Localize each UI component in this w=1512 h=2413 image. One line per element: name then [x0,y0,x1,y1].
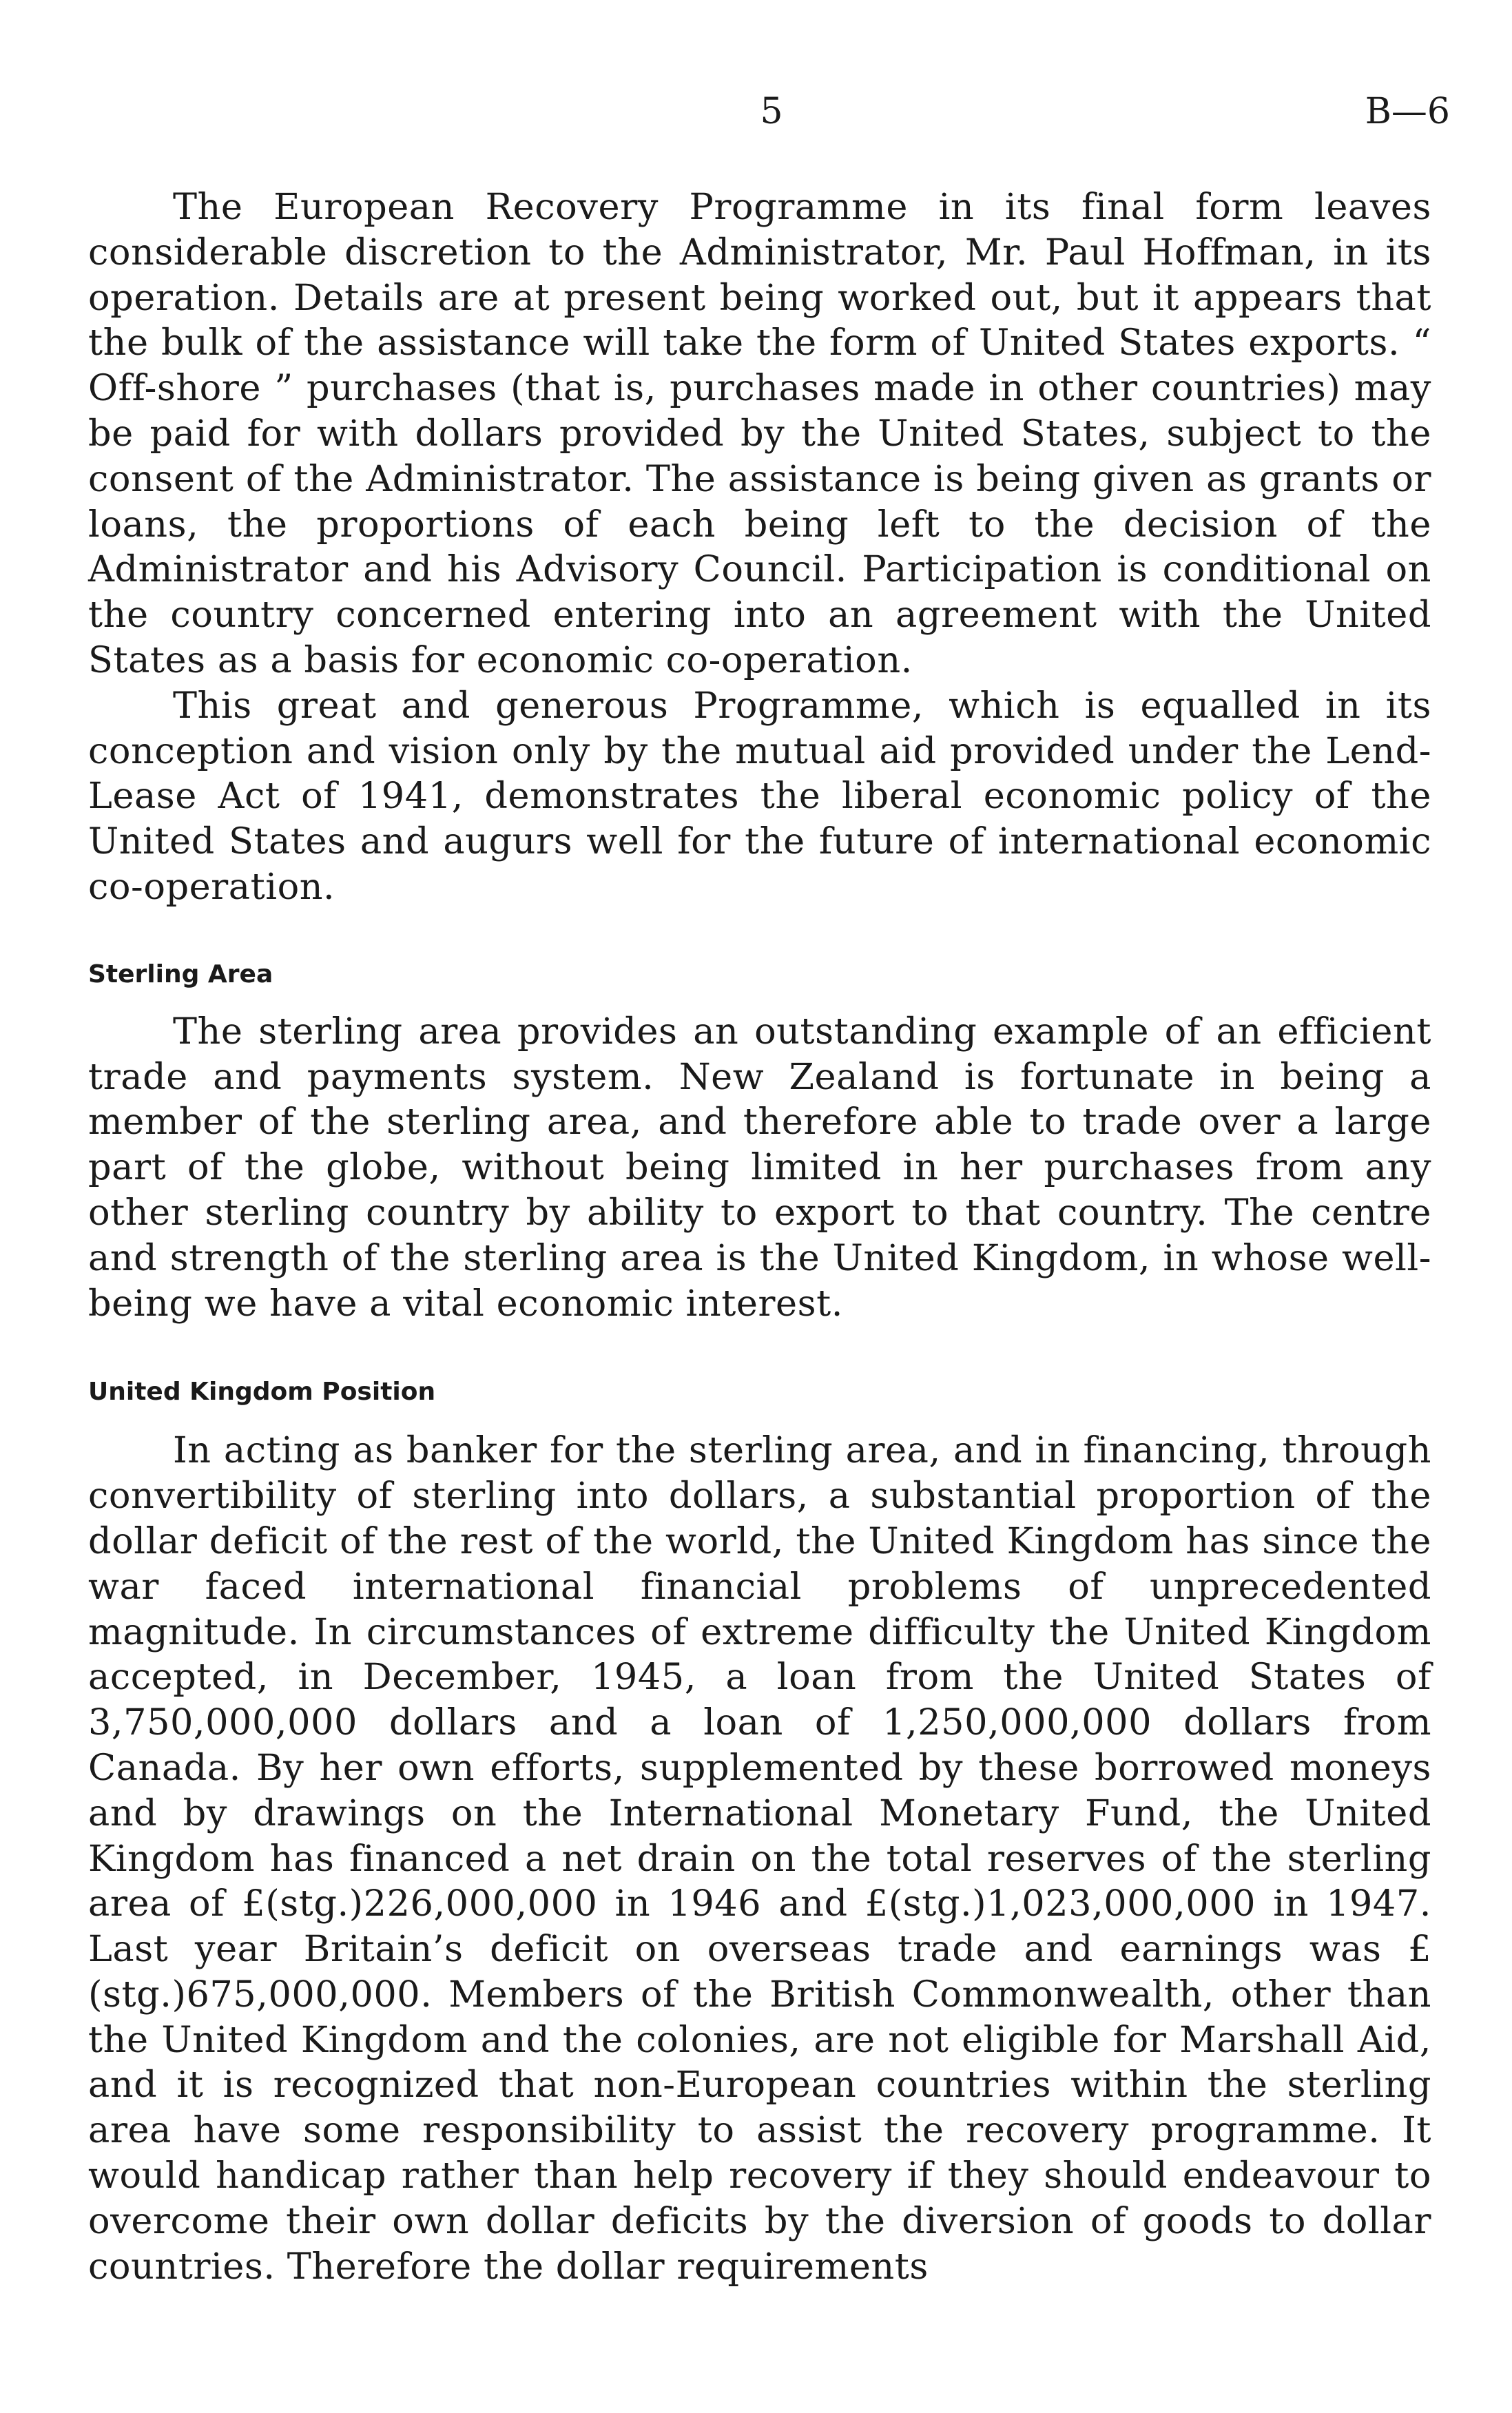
paragraph-uk-position: In acting as banker for the sterling area, and in financing, through convertibility of sterling into dollars, a substantial proportion of the dollar deficit of the rest of the world, the United Kingdom has since the war faced international financial problems of unprecedented magnitude. In circumstances of extreme difficulty the United Kingdom accepted, in December, 1945, a loan from the United States of 3,750,000,000 dollars and a loan of 1,250,000,000 dollars from Canada. By her own efforts, supplemented by these borrowed moneys and by drawings on the International Monetary Fund, the United Kingdom has financed a net drain on the total reserves of the sterling area of £(stg.)226,000,000 in 1946 and £(stg.)1,023,000,000 in 1947. Last year Britain’s deficit on overseas trade and earnings was £(stg.)675,000,000. Members of the British Commonwealth, other than the United Kingdom and the colonies, are not eligible for Marshall Aid, and it is recognized that non-European countries within the sterling area have some responsibility to assist the recovery programme. It would handicap rather than help recovery if they should endeavour to overcome their own dollar deficits by the diversion of goods to dollar countries. Therefore the dollar requirements [88,1429,1431,2288]
paragraph-erp-intro: The European Recovery Programme in its final form leaves considerable discretion to the Administrator, Mr. Paul Hoffman, in its operation. Details are at present being worked out, but it appears that the bulk of the assistance will take the form of United States exports. “ Off-shore ” purchases (that is, purchases made in other countries) may be paid for with dollars provided by the United States, subject to the consent of the Administrator. The assistance is being given as grants or loans, the proportions of each being left to the decision of the Administrator and his Advisory Council. Participation is conditional on the country concerned entering into an agreement with the United States as a basis for economic co-operation. [88,186,1431,681]
section-heading-sterling-area: Sterling Area [88,960,273,988]
page-number: 5 [760,91,783,132]
paragraph-sterling-area: The sterling area provides an outstanding example of an efficient trade and payments system. New Zealand is fortunate in being a member of the sterling area, and therefore able to trade over a large part of the globe, without being limited in her purchases from any other sterling country by ability to export to that country. The centre and strength of the sterling area is the United Kingdom, in whose well-being we have a vital economic interest. [88,1010,1431,1325]
page-body [88,185,1431,2289]
paragraph-erp-praise: This great and generous Programme, which is equalled in its conception and vision only by the mutual aid provided under the Lend-Lease Act of 1941, demonstrates the liberal economic policy of the United States and augurs well for the future of international economic co-operation. [88,684,1431,908]
section-heading-uk-position: United Kingdom Position [88,1378,436,1407]
document-reference: B—6 [1365,91,1450,132]
